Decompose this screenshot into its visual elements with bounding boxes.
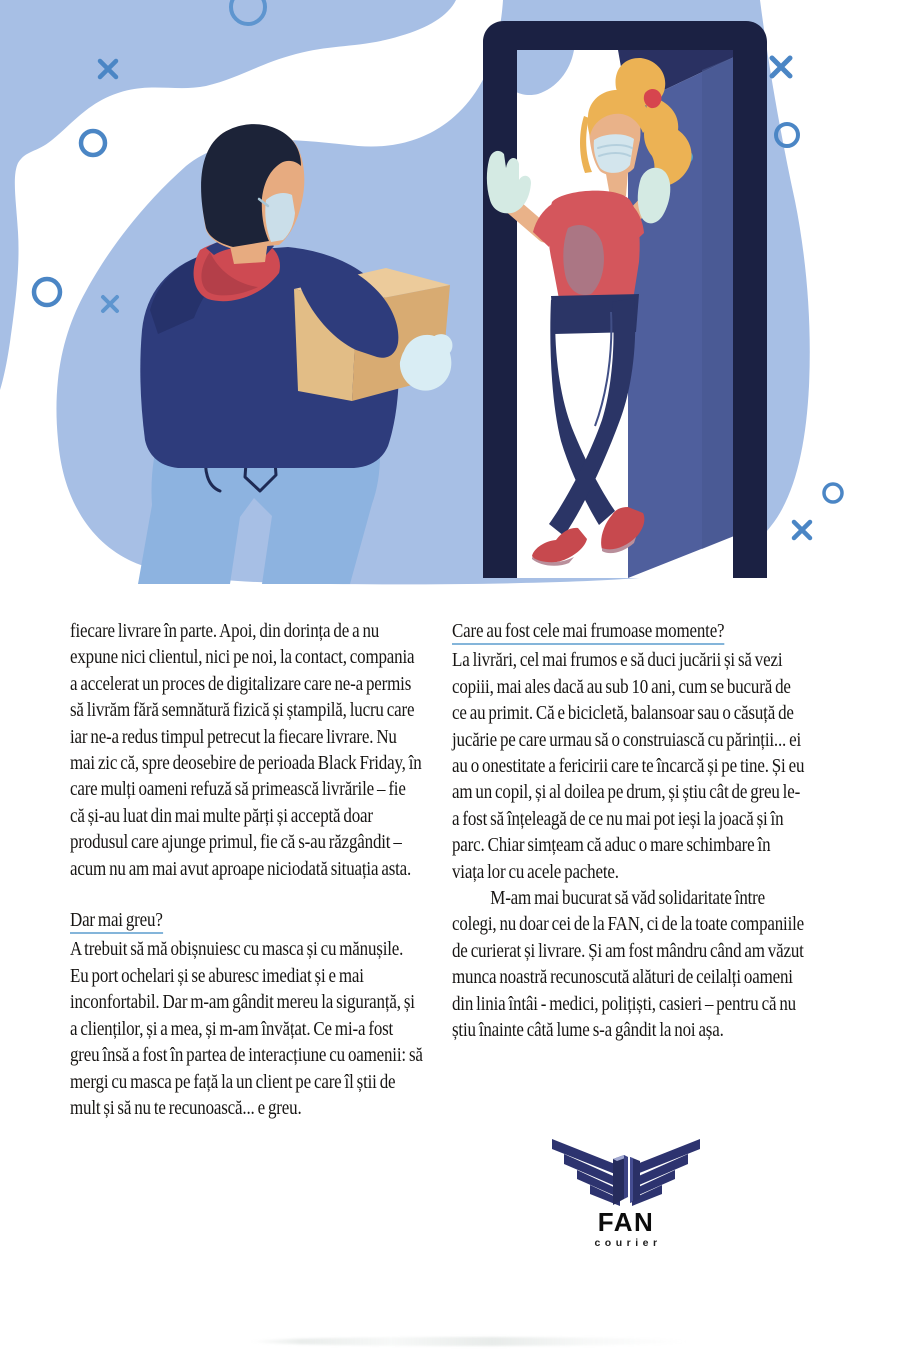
door-panel-shade [702, 57, 734, 549]
interview-question [452, 619, 805, 645]
fan-courier-wings-emblem-icon [550, 1137, 702, 1207]
shirt-shadow [563, 225, 604, 295]
circle-outline-icon [34, 279, 60, 305]
article-paragraph: La livrări, cel mai frumos e să duci jucării și să vezi copiii, mai ales dacă au sub 10 ani, cum se bucură de ce au primit. Că e bicicletă, balansoar sau o căsuță de jucărie pe care urmau să o construiască cu părinții... ei au o onestitate a fericirii care te încarcă și pe tine. Și eu am un copil, și al doilea pe drum, și știu cât de greu le-a fost să înțeleagă de ce nu mai pot ieși la joacă și în parc. Chiar simțeam că aduc o mare schimbare în viața lor cu acele pachete. [452, 650, 805, 883]
logo-brand-text: FAN [597, 1207, 655, 1237]
interview-question-text: Dar mai greu? [70, 910, 163, 934]
circle-outline-icon [824, 484, 842, 502]
article-paragraph: M-am mai bucurat să văd solidaritate între colegi, nu doar cei de la FAN, ci de la toate companiile de curierat și livrare. Și am fost mândru când am văzut munca noastră recunoscută alături de ceilalți oameni din linia întâi - medici, polițiști, casieri – pentru că nu știu înainte câtă lume s-a gândit la noi așa. [452, 888, 805, 1042]
interview-question [70, 908, 423, 934]
logo-right-wing [632, 1139, 700, 1206]
scan-artifact [250, 1337, 690, 1346]
logo-subbrand-text: courier [594, 1237, 662, 1249]
x-mark-icon [772, 58, 790, 76]
fan-courier-logo [549, 1137, 703, 1249]
x-mark-icon [794, 522, 810, 538]
article-column-right [452, 619, 805, 1045]
circle-outline-icon [81, 131, 105, 155]
article-paragraph: A trebuit să mă obișnuiesc cu masca și cu mănușile. Eu port ochelari și se aburesc imediat și e mai inconfortabil. Dar m-am gândit mereu la siguranță, și a clienților, și a mea, și m-am învățat. Ce mi-a fost greu însă a fost în partea de interacțiune cu oamenii: să mergi cu masca pe față la un client pe care îl știi de mult și să nu te recunoască... e greu. [70, 939, 423, 1119]
interview-question-text: Care au fost cele mai frumoase momente? [452, 621, 724, 645]
article-paragraph: fiecare livrare în parte. Apoi, din dorința de a nu expune nici clientul, nici pe noi, la contact, compania a accelerat un proces de digitalizare care ne-a permis să livrăm fără semnătură fizică și ștampilă, lucru care iar ne-a redus timpul petrecut la fiecare livrare. Nu mai zic că, spre deosebire de perioada Black Friday, în care mulți oameni refuză să primească livrările – fie că și-au luat din mai multe părți și acceptă doar produsul care ajunge primul, fie că s-au răzgândit – acum nu am mai avut aproape niciodată situația asta. [70, 621, 422, 880]
article-column-left [70, 619, 423, 1122]
logo-center-blocks [613, 1155, 640, 1205]
illustration-delivery-scene [0, 0, 916, 592]
logo-left-wing [552, 1139, 620, 1206]
article-body [70, 619, 810, 1219]
